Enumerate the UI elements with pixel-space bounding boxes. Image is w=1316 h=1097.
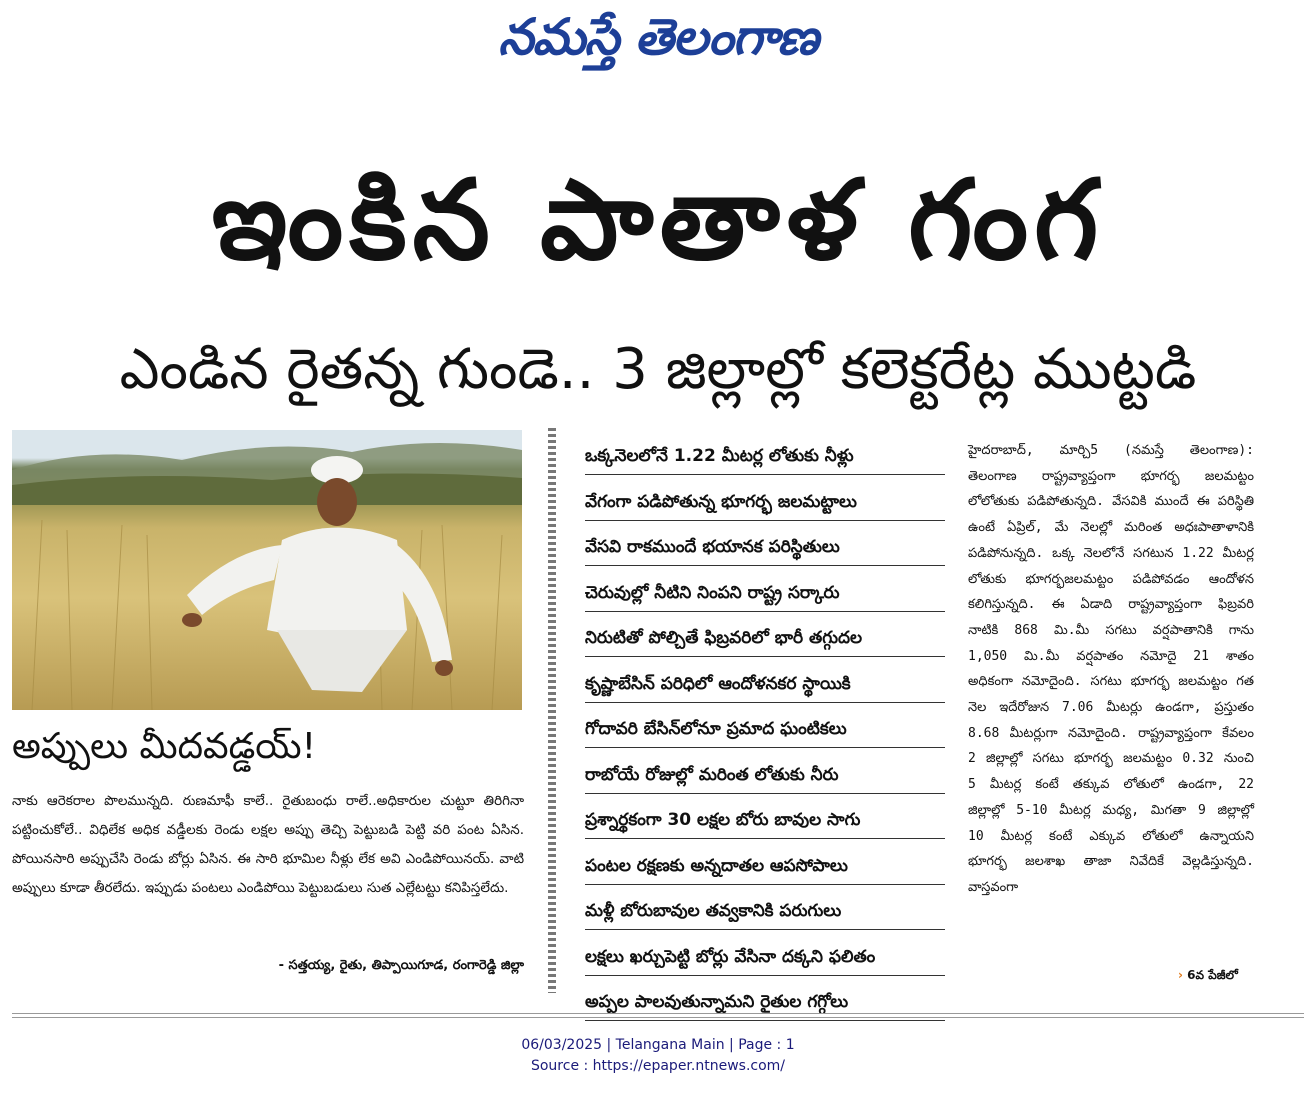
highlight-item: పంటల రక్షణకు అన్నదాతల ఆపసోపాలు — [585, 848, 945, 885]
highlights-list — [585, 438, 945, 1030]
highlight-item: రాబోయే రోజుల్లో మరింత లోతుకు నీరు — [585, 757, 945, 794]
highlight-item: ప్రశ్నార్థకంగా 30 లక్షల బోరు బావుల సాగు — [585, 802, 945, 839]
newspaper-logo: నమస్తే తెలంగాణ — [498, 8, 818, 66]
highlight-item: అప్పల పాలవుతున్నామని రైతుల గగ్గోలు — [585, 984, 945, 1021]
continued-on-page — [1178, 968, 1238, 985]
source-link[interactable]: Source : https://epaper.ntnews.com/ — [530, 1058, 786, 1074]
sub-headline: ఎండిన రైతన్న గుండె.. 3 జిల్లాల్లో కలెక్టరేట్ల ముట్టడి — [119, 337, 1197, 402]
highlight-item: వేగంగా పడిపోతున్న భూగర్భ జలమట్టాలు — [585, 484, 945, 521]
quote-attribution: - సత్తయ్య, రైతు, తిప్పాయిగూడ, రంగారెడ్డి జిల్లా — [278, 958, 524, 973]
continue-arrow-icon: › — [1178, 968, 1183, 982]
farmer-quote: నాకు ఆరెకరాల పొలమున్నది. రుణమాఫీ కాలే.. రైతుబంధు రాలే..అధికారుల చుట్టూ తిరిగినా పట్టించుకోలే.. విధిలేక అధిక వడ్డీలకు రెండు లక్షల అప్పు తెచ్చి పెట్టుబడి పెట్టి వరి పంట ఏసిన. పోయినసారి అప్పుచేసి రెండు బోర్లు ఏసిన. ఈ సారి భూమిల నీళ్లు లేక అవి ఎండిపోయినయ్. వాటి అప్పులు కూడా తీరలేదు. ఇప్పుడు పంటలు ఎండిపోయి పెట్టుబడులు సుత ఎల్లేటట్టు కనిపిస్తలేదు. — [12, 793, 524, 896]
highlight-item: మళ్లీ బోరుబావుల తవ్వకానికి పరుగులు — [585, 893, 945, 930]
sidebar-title: అప్పులు మీదవడ్డయ్! — [12, 726, 317, 767]
highlight-item: చెరువుల్లో నీటిని నింపని రాష్ట్ర సర్కారు — [585, 575, 945, 612]
farmer-photo-illustration — [12, 430, 522, 710]
highlight-item: వేసవి రాకముందే భయానక పరిస్థితులు — [585, 529, 945, 566]
continued-label: 6వ పేజీలో — [1187, 968, 1238, 982]
masthead — [0, 0, 1316, 82]
footer — [0, 1035, 1316, 1077]
highlight-item: కృష్ణాబేసిన్ పరిధిలో ఆందోళనకర స్థాయికి — [585, 666, 945, 703]
main-headline: ఇంకిన పాతాళ గంగ — [211, 156, 1105, 284]
column-divider — [548, 428, 556, 993]
highlight-item: నిరుటితో పోల్చితే ఫిబ్రవరిలో భారీ తగ్గుదల — [585, 620, 945, 657]
highlight-item: లక్షలు ఖర్చుపెట్టి బోర్లు వేసినా దక్కని ఫలితం — [585, 939, 945, 976]
farmer-photo — [12, 430, 522, 710]
highlight-item: ఒక్కనెలలోనే 1.22 మీటర్ల లోతుకు నీళ్లు — [585, 438, 945, 475]
highlight-item: గోదావరి బేసిన్‌లోనూ ప్రమాద ఘంటికలు — [585, 711, 945, 748]
article-body: హైదరాబాద్, మార్చి5 (నమస్తే తెలంగాణ): తెలంగాణ రాష్ట్రవ్యాప్తంగా భూగర్భ జలమట్టం లోలోతుకు పడిపోతున్నది. వేసవికి ముందే ఈ పరిస్థితి ఉంటే ఏప్రిల్, మే నెలల్లో మరింత అధఃపాతాళానికి పడిపోనున్నది. ఒక్క నెలలోనే సగటున 1.22 మీటర్ల లోతుకు భూగర్భజలమట్టం పడిపోవడం ఆందోళన కలిగిస్తున్నది. ఈ ఏడాది రాష్ట్రవ్యాప్తంగా ఫిబ్రవరి నాటికి 868 మి.మీ సగటు వర్షపాతానికి గాను 1,050 మి.మీ వర్షపాతం నమోదై 21 శాతం అధికంగా నమోదైంది. సగటు భూగర్భ జలమట్టం గత నెల ఇదేరోజున 7.06 మీటర్లు ఉండగా, ప్రస్తుతం 8.68 మీటర్లుగా నమోదైంది. రాష్ట్రవ్యాప్తంగా కేవలం 2 జిల్లాల్లో సగటు భూగర్భ జలమట్టం 0.32 నుంచి 5 మీటర్ల కంటే తక్కువ లోతులో ఉండగా, 22 జిల్లాల్లో 5-10 మీటర్ల మధ్య, మిగతా 9 జిల్లాల్లో 10 మీటర్ల కంటే ఎక్కువ లోతులో ఉన్నాయని భూగర్భ జలశాఖ తాజా నివేదికే వెల్లడిస్తున్నది. వాస్తవంగా — [968, 443, 1254, 895]
edition-info: 06/03/2025 | Telangana Main | Page : 1 — [521, 1037, 795, 1053]
footer-divider — [12, 1013, 1304, 1018]
